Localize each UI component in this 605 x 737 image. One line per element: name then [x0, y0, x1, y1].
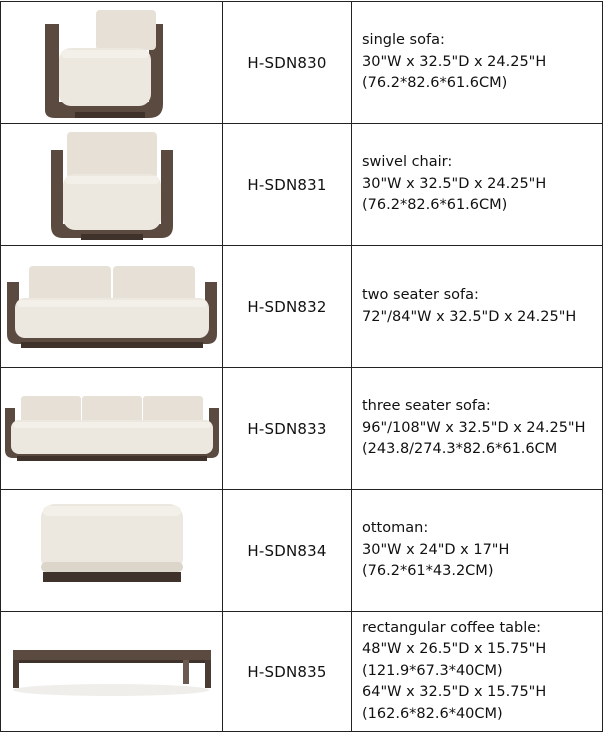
product-description	[352, 612, 603, 732]
description-line: ottoman:	[362, 520, 429, 537]
table-row	[1, 368, 603, 490]
description-line: 48"W x 26.5"D x 15.75"H	[362, 641, 547, 658]
description-line: swivel chair:	[362, 154, 453, 171]
description-line: (76.2*82.6*61.6CM)	[362, 75, 508, 92]
description-line: rectangular coffee table:	[362, 619, 542, 636]
description-line: 30"W x 32.5"D x 24.25"H	[362, 175, 547, 192]
description-line: (243.8/274.3*82.6*61.6CM	[362, 441, 558, 458]
product-image-cell	[1, 2, 223, 124]
description-line: 72"/84"W x 32.5"D x 24.25"H	[362, 308, 577, 325]
three-seater-sofa-icon	[1, 368, 222, 489]
product-description	[352, 124, 603, 246]
product-description	[352, 368, 603, 490]
description-line: (121.9*67.3*40CM)	[362, 662, 503, 679]
description-line: 30"W x 32.5"D x 24.25"H	[362, 53, 547, 70]
product-code: H-SDN830	[223, 2, 352, 124]
product-code: H-SDN833	[223, 368, 352, 490]
product-code: H-SDN831	[223, 124, 352, 246]
description-line: three seater sofa:	[362, 398, 491, 415]
description-line: (162.6*82.6*40CM)	[362, 705, 503, 722]
product-image-cell	[1, 124, 223, 246]
description-line: 96"/108"W x 32.5"D x 24.25"H	[362, 419, 586, 436]
description-line: 64"W x 32.5"D x 15.75"H	[362, 684, 547, 701]
product-code: H-SDN834	[223, 490, 352, 612]
ottoman-icon	[1, 490, 222, 611]
two-seater-sofa-icon	[1, 246, 222, 367]
product-image-cell	[1, 246, 223, 368]
product-table	[0, 1, 603, 732]
coffee-table-icon	[1, 612, 222, 731]
product-description	[352, 2, 603, 124]
product-image-cell	[1, 612, 223, 732]
product-code: H-SDN832	[223, 246, 352, 368]
product-description	[352, 246, 603, 368]
description-line: 30"W x 24"D x 17"H	[362, 541, 510, 558]
table-row	[1, 2, 603, 124]
table-row	[1, 490, 603, 612]
product-image-cell	[1, 368, 223, 490]
single-sofa-icon	[1, 2, 222, 123]
swivel-chair-icon	[1, 124, 222, 245]
description-line: two seater sofa:	[362, 287, 479, 303]
product-description	[352, 490, 603, 612]
description-line: single sofa:	[362, 32, 445, 49]
product-code: H-SDN835	[223, 612, 352, 732]
table-row	[1, 246, 603, 368]
description-line: (76.2*82.6*61.6CM)	[362, 197, 508, 214]
table-row	[1, 612, 603, 732]
table-row	[1, 124, 603, 246]
product-image-cell	[1, 490, 223, 612]
description-line: (76.2*61*43.2CM)	[362, 563, 494, 580]
